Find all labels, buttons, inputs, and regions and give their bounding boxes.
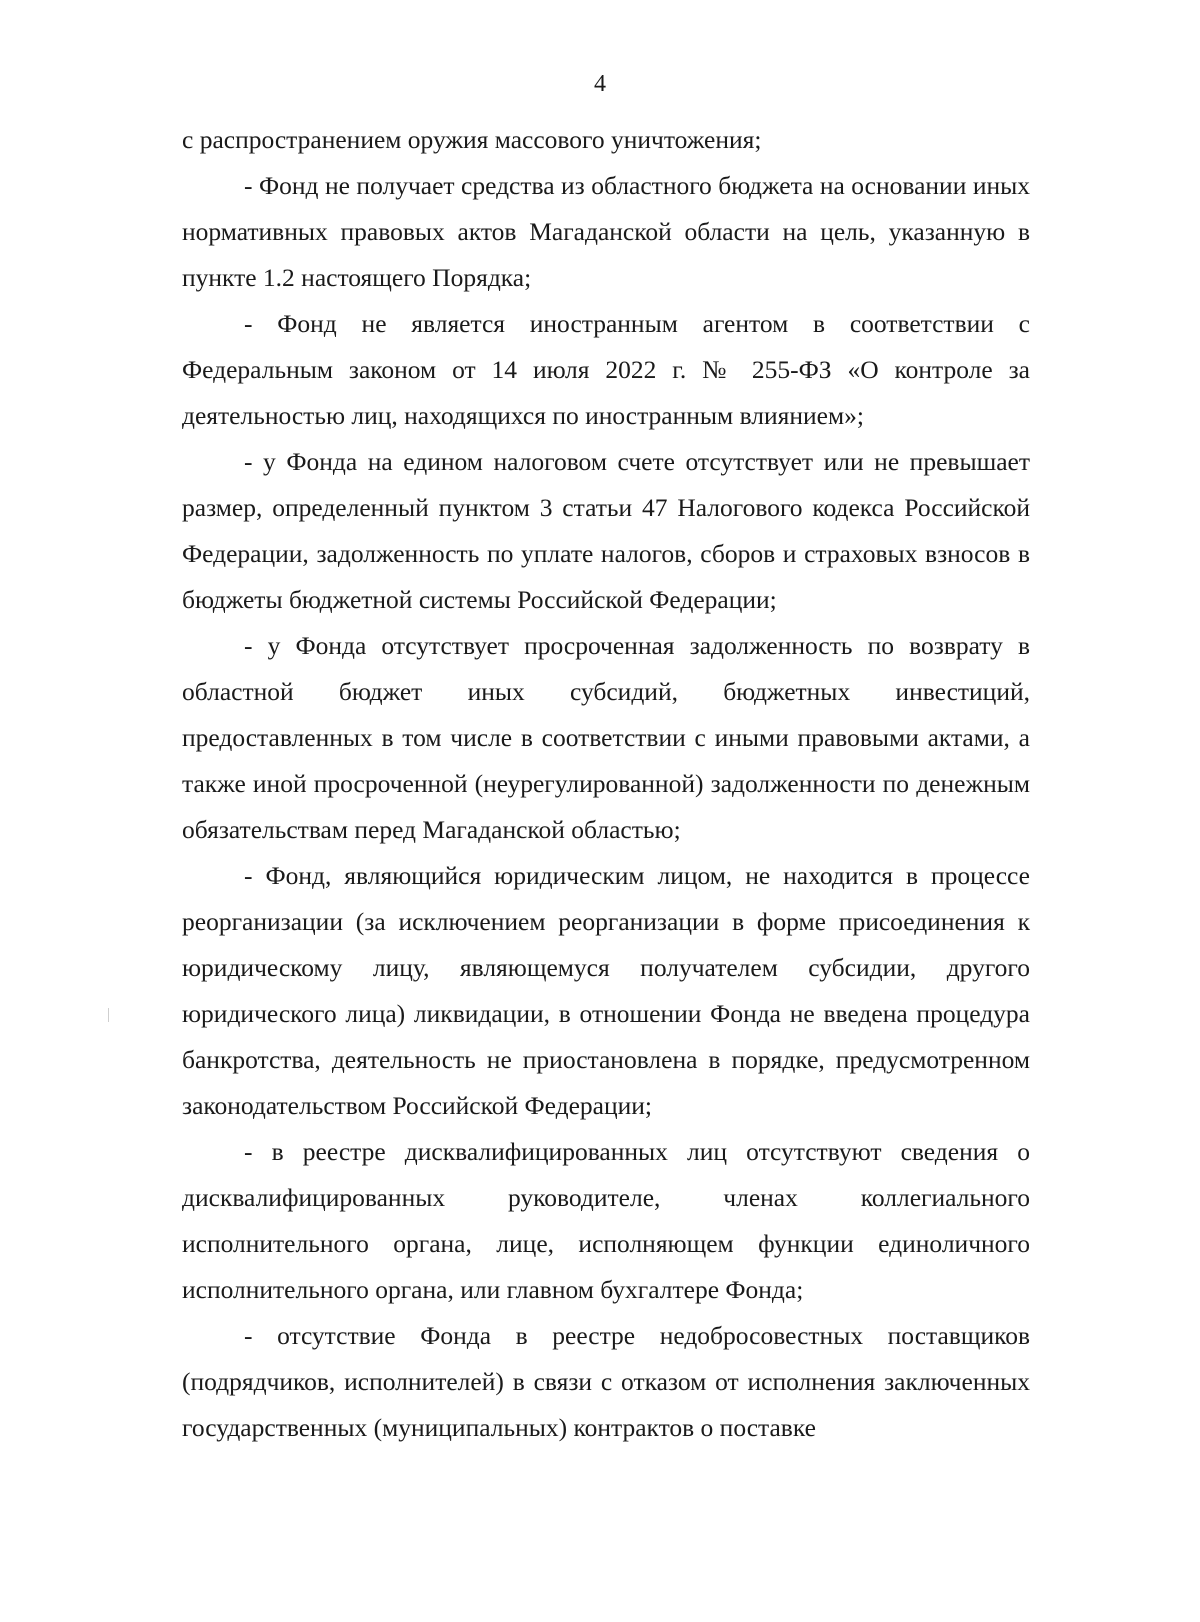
paragraph-tax-debt: - у Фонда на едином налоговом счете отсутствует или не превышает размер, определенный пунктом 3 статьи 47 Налогового кодекса Российской Федерации, задолженность по уплате налогов, сборов и страховых взносов в бюджеты бюджетной системы Российской Федерации;	[182, 447, 1030, 614]
page-number: 4	[594, 71, 606, 97]
document-body	[182, 117, 1030, 1451]
paragraph-disqualified-persons: - в реестре дисквалифицированных лиц отсутствуют сведения о дисквалифицированных руководителе, членах коллегиального исполнительного органа, лице, исполняющем функции единоличного исполнительного органа, или главном бухгалтере Фонда;	[182, 1137, 1030, 1304]
paragraph-overdue-debt: - у Фонда отсутствует просроченная задолженность по возврату в областной бюджет иных субсидий, бюджетных инвестиций, предоставленных в том числе в соответствии с иными правовыми актами, а также иной просроченной (неурегулированной) задолженности по денежным обязательствам перед Магаданской областью;	[182, 631, 1030, 844]
paragraph-continuation: с распространением оружия массового уничтожения;	[182, 125, 762, 154]
scan-artifact-line	[108, 1008, 109, 1022]
paragraph-regional-budget-funds: - Фонд не получает средства из областного бюджета на основании иных нормативных правовых актов Магаданской области на цель, указанную в пункте 1.2 настоящего Порядка;	[182, 171, 1030, 292]
paragraph-reorganization: - Фонд, являющийся юридическим лицом, не находится в процессе реорганизации (за исключением реорганизации в форме присоединения к юридическому лицу, являющемуся получателем субсидии, другого юридического лица) ликвидации, в отношении Фонда не введена процедура банкротства, деятельность не приостановлена в порядке, предусмотренном законодательством Российской Федерации;	[182, 861, 1030, 1120]
paragraph-foreign-agent: - Фонд не является иностранным агентом в соответствии с Федеральным законом от 14 июля 2022 г. № 255-ФЗ «О контроле за деятельностью лиц, находящихся по иностранным влиянием»;	[182, 309, 1030, 430]
paragraph-unreliable-suppliers: - отсутствие Фонда в реестре недобросовестных поставщиков (подрядчиков, исполнителей) в связи с отказом от исполнения заключенных государственных (муниципальных) контрактов о поставке	[182, 1321, 1030, 1442]
